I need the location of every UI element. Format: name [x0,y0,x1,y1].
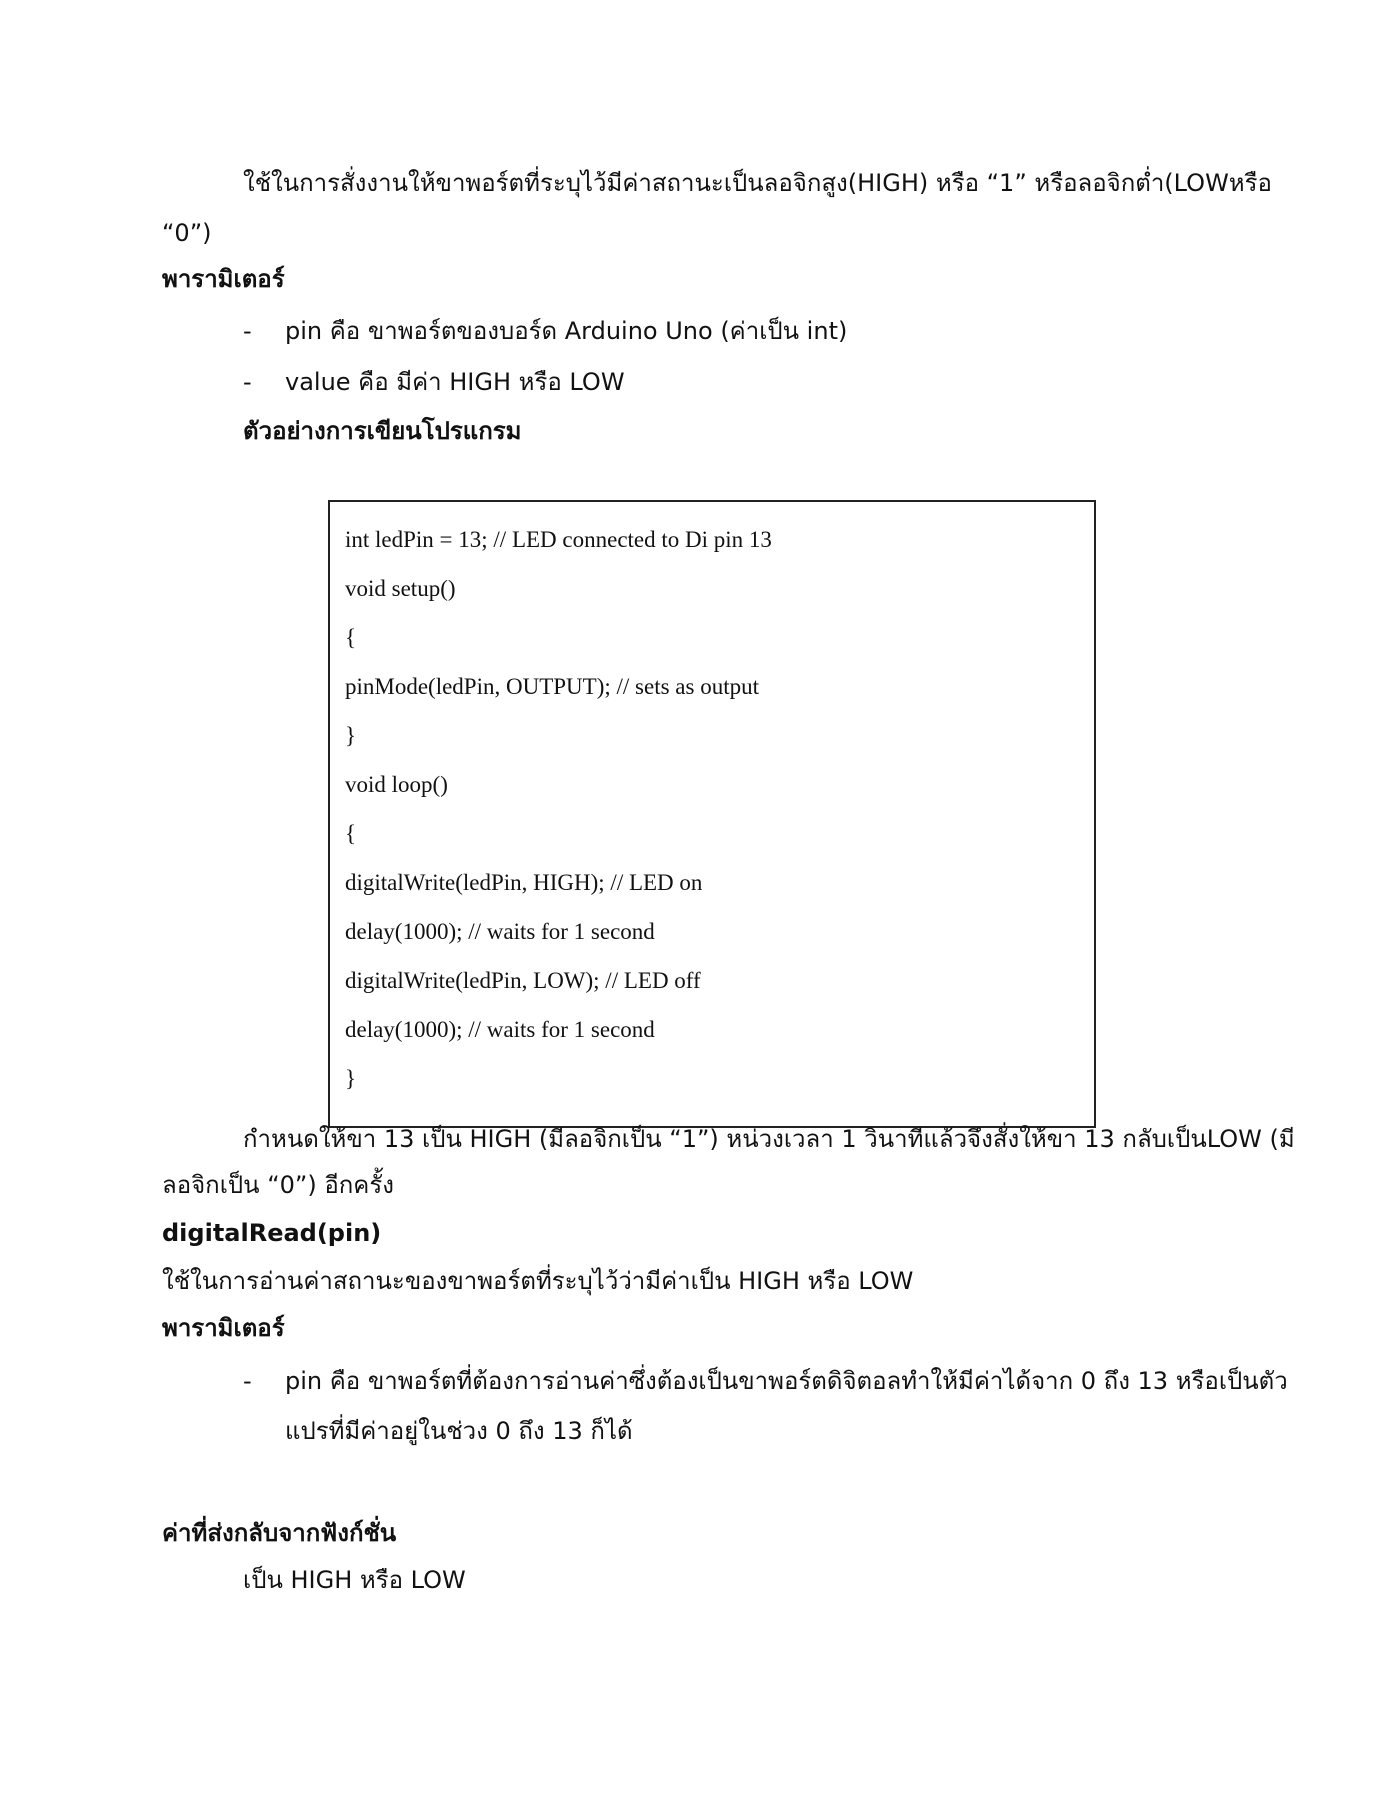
intro-line-2: “0”) [162,219,212,247]
code-line: pinMode(ledPin, OUTPUT); // sets as output [345,674,759,699]
list-bullet: - [243,368,252,396]
code-line: delay(1000); // waits for 1 second [345,1017,655,1042]
param-pin-line-2: แปรที่มีค่าอยู่ในช่วง 0 ถึง 13 ก็ได้ [285,1417,633,1445]
intro-line-1: ใช้ในการสั่งงานให้ขาพอร์ตที่ระบุไว้มีค่าสถานะเป็นลอจิกสูง(HIGH) หรือ “1” หรือลอจิกต่ำ(LOWหรือ [243,169,1272,197]
code-line: int ledPin = 13; // LED connected to Di pin 13 [345,527,772,552]
explanation-line-2: ลอจิกเป็น “0”) อีกครั้ง [162,1171,394,1199]
code-line: } [345,723,357,748]
param-value-text: value คือ มีค่า HIGH หรือ LOW [285,368,625,396]
list-bullet: - [243,317,252,345]
code-line: void loop() [345,772,448,797]
code-line: { [345,625,357,650]
return-value-text: เป็น HIGH หรือ LOW [243,1566,466,1594]
code-line: delay(1000); // waits for 1 second [345,919,655,944]
param-pin-line-1: pin คือ ขาพอร์ตที่ต้องการอ่านค่าซึ่งต้องเป็นขาพอร์ตดิจิตอลทำให้มีค่าได้จาก 0 ถึง 13 หรือเป็นตัว [285,1367,1288,1395]
code-line: void setup() [345,576,456,601]
example-heading: ตัวอย่างการเขียนโปรแกรม [243,417,522,445]
code-line: digitalWrite(ledPin, LOW); // LED off [345,968,701,993]
code-line: { [345,821,357,846]
digitalread-title: digitalRead(pin) [162,1219,382,1247]
parameters-heading: พารามิเตอร์ [162,265,285,293]
code-line: digitalWrite(ledPin, HIGH); // LED on [345,870,703,895]
explanation-line-1: กำหนดให้ขา 13 เป็น HIGH (มีลอจิกเป็น “1”) หน่วงเวลา 1 วินาทีแล้วจึงสั่งให้ขา 13 กลับเป็นLOW (มี [243,1125,1295,1153]
parameters-heading: พารามิเตอร์ [162,1314,285,1342]
return-value-heading: ค่าที่ส่งกลับจากฟังก์ชั่น [162,1519,397,1547]
code-line: } [345,1066,357,1091]
param-pin-text: pin คือ ขาพอร์ตของบอร์ด Arduino Uno (ค่าเป็น int) [285,317,848,345]
digitalread-description: ใช้ในการอ่านค่าสถานะของขาพอร์ตที่ระบุไว้ว่ามีค่าเป็น HIGH หรือ LOW [162,1267,914,1295]
list-bullet: - [243,1367,252,1395]
